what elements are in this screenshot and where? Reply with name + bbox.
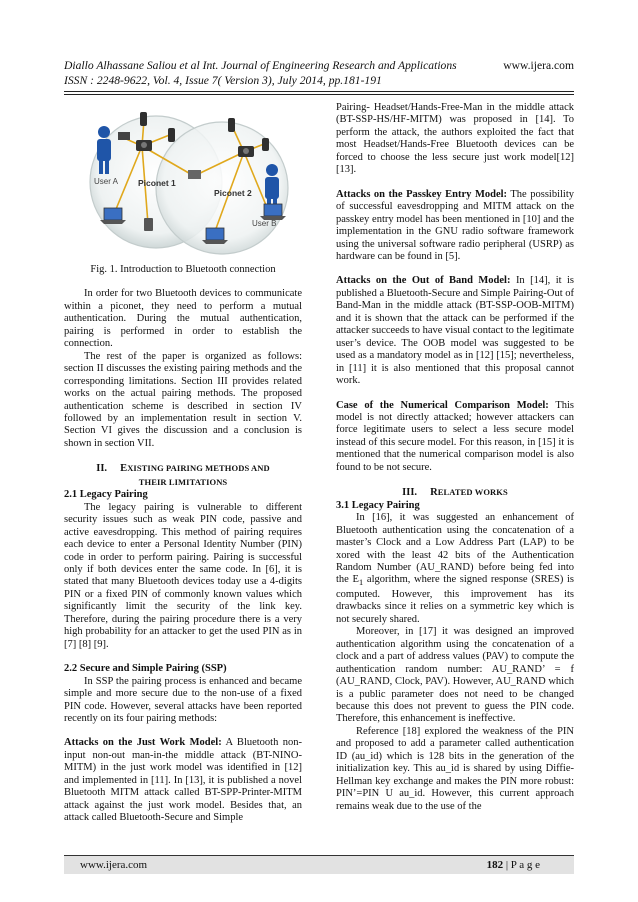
section-title-initial: R <box>430 487 438 499</box>
run-in-text: The possibility of successful eavesdropping and MITM attack on the passkey entry model has been mentioned in [10] and the implementation in the GNU radio software framework using the universal software radio peripheral (USRP) as hardware can be found in [5]. <box>336 188 574 262</box>
section-title: XISTING PAIRING METHODS AND <box>127 463 270 474</box>
figure-caption: Fig. 1. Introduction to Bluetooth connection <box>90 264 276 275</box>
run-in-heading: Attacks on the Out of Band Model: <box>336 275 511 287</box>
paragraph: In order for two Bluetooth devices to communicate within a piconet, they need to perform a mutual authentication. During the mutual authentication, pairing is performed in order to establish the connection. <box>64 288 302 350</box>
text-run: algorithm, where the signed response (SRES) is computed. However, this improvement has its drawbacks since it relies on a symmetric key which is not securely shared. <box>336 574 574 625</box>
subscript: 1 <box>358 577 364 588</box>
user-a-label: User A <box>94 177 119 186</box>
piconet1-label: Piconet 1 <box>138 178 176 188</box>
pda-icon <box>144 218 153 231</box>
run-in-heading: Attacks on the Just Work Model: <box>64 737 222 749</box>
left-column <box>64 104 302 825</box>
paragraph: Moreover, in [17] it was designed an improved authentication algorithm using the concatenation of a clock and a part of address values (PAV) to compute the authentication random number: AU_RAND’ = f (AU_RAND, Clock, PAV). However, AU_RAND which is a public parameter does not need to be changed because this does not prevent to guess the PIN code. Therefore, this enhancement is ineffective. <box>336 626 574 725</box>
page-footer <box>64 855 574 874</box>
run-in-heading: Case of the Numerical Comparison Model: <box>336 399 549 411</box>
page-number-value: 182 <box>486 859 504 871</box>
section-number: II. <box>96 463 108 475</box>
header-rule <box>64 91 574 92</box>
piconet2-label: Piconet 2 <box>214 188 252 198</box>
header-website: www.ijera.com <box>503 59 574 72</box>
paragraph: In SSP the pairing process is enhanced and became simple and more secure due to the non-use of a fixed PIN code. However, several attacks have been reported recently on its four pairing methods: <box>64 675 302 724</box>
footer-website: www.ijera.com <box>80 859 148 871</box>
bluetooth-diagram <box>64 104 302 260</box>
header-rule-2 <box>64 94 574 95</box>
section-title-cont: THEIR LIMITATIONS <box>138 476 228 487</box>
right-column <box>336 102 574 813</box>
page-header <box>64 58 574 88</box>
subsection-heading: 3.1 Legacy Pairing <box>336 499 420 511</box>
subsection-heading: 2.1 Legacy Pairing <box>64 489 148 501</box>
paragraph <box>64 737 302 824</box>
run-in-heading: Attacks on the Passkey Entry Model: <box>336 188 508 200</box>
paragraph: The rest of the paper is organized as follows: section II discusses the existing pairing methods and the corresponding limitations. Section III provides related works on the actual pairing methods. The proposed authentication scheme is described in section IV followed by an implementation result in section V. Section VI gives the discussion and a conclusion is shown in section VII. <box>64 350 302 449</box>
run-in-text: A Bluetooth non-input non-out man-in-the middle attack (BT-NINO-MITM) in the just work model was identified in [12] and implemented in [11]. In [13], it is published a novel Bluetooth MITM attack called BT-SPP-Printer-MITM attack against the just work model. Besides that, an attack called Bluetooth-Secure and Simple <box>64 737 302 824</box>
paragraph <box>336 275 574 387</box>
page-label: | P a g e <box>503 859 540 871</box>
run-in-text: In [14], it is published a Bluetooth-Secure and Simple Pairing-Out of Band-Man in the middle attack (BT-SSP-OOB-MITM) and it is shown that the attack can be performed if the attacker succeeds to have visual contact to the legitimate user’s device. The OOB model was suggested to be used as a mandatory model as in [12] [15]; nevertheless, in [11] it is also mentioned that this proposal cannot work. <box>336 275 574 387</box>
paragraph <box>336 189 574 264</box>
section-number: III. <box>402 487 418 499</box>
run-in-text: This model is not directly attacked; however attackers can force legitimate users to select a less secure model instead of this secure model. For this reason, in [15] it is mentioned that the numerical comparison model is also found to be not secure. <box>336 399 574 473</box>
subsection-heading: 2.2 Secure and Simple Pairing (SSP) <box>64 663 227 675</box>
section-title: ELATED WORKS <box>437 487 508 498</box>
paragraph: Pairing- Headset/Hands-Free-Man in the middle attack (BT-SSP-HS/HF-MITM) was proposed in [14]. To perform the attack, the authors exploited the fact that most Headset/Hands-Free Bluetooth devices can be forced to choose the less secure just work model[12][13]. <box>336 102 574 176</box>
figure-1 <box>64 104 302 260</box>
section-heading-3 <box>336 486 574 499</box>
section-title-initial: E <box>120 463 128 475</box>
issn-line: ISSN : 2248-9622, Vol. 4, Issue 7( Version 3), July 2014, pp.181-191 <box>64 74 382 87</box>
paragraph <box>336 512 574 626</box>
text-run: In [16], it was suggested an enhancement of Bluetooth authentication using the concatenation of a master’s Clock and a Low Address Part (LAP) to be xored with the least 42 bits of the Authentication Random Number (AU_RAND) before being fed into the E <box>336 512 574 586</box>
page-number <box>487 856 540 874</box>
paragraph: Reference [18] explored the weakness of the PIN and proposed to add a parameter called authentication ID (au_id) which is 128 bits in the generation of the initialization key. This au_id is shared by using Diffie-Hellman key exchange and makes the PIN more robust: PIN’=PIN U au_id. However, this current approach remains weak due to the use of the <box>336 725 574 812</box>
paragraph <box>336 400 574 475</box>
paragraph: The legacy pairing is vulnerable to different security issues such as weak PIN code, passive and active eavesdropping. This method of pairing requires each device to enter a Personal Identity Number (PIN) code in order to perform pairing. Pairing is successful only if both devices enter the same code. In [6], it is stated that many Bluetooth devices today use a 4-digits PIN or a fixed PIN of commonly known values which significantly limit the security of the link key. Therefore, during the pairing procedure there is a very high probability for an attacker to get the used PIN as in [7] [8] [9]. <box>64 501 302 650</box>
section-heading-2 <box>64 462 302 489</box>
journal-line: Diallo Alhassane Saliou et al Int. Journal of Engineering Research and Applications <box>64 59 457 72</box>
user-b-label: User B <box>252 219 277 228</box>
